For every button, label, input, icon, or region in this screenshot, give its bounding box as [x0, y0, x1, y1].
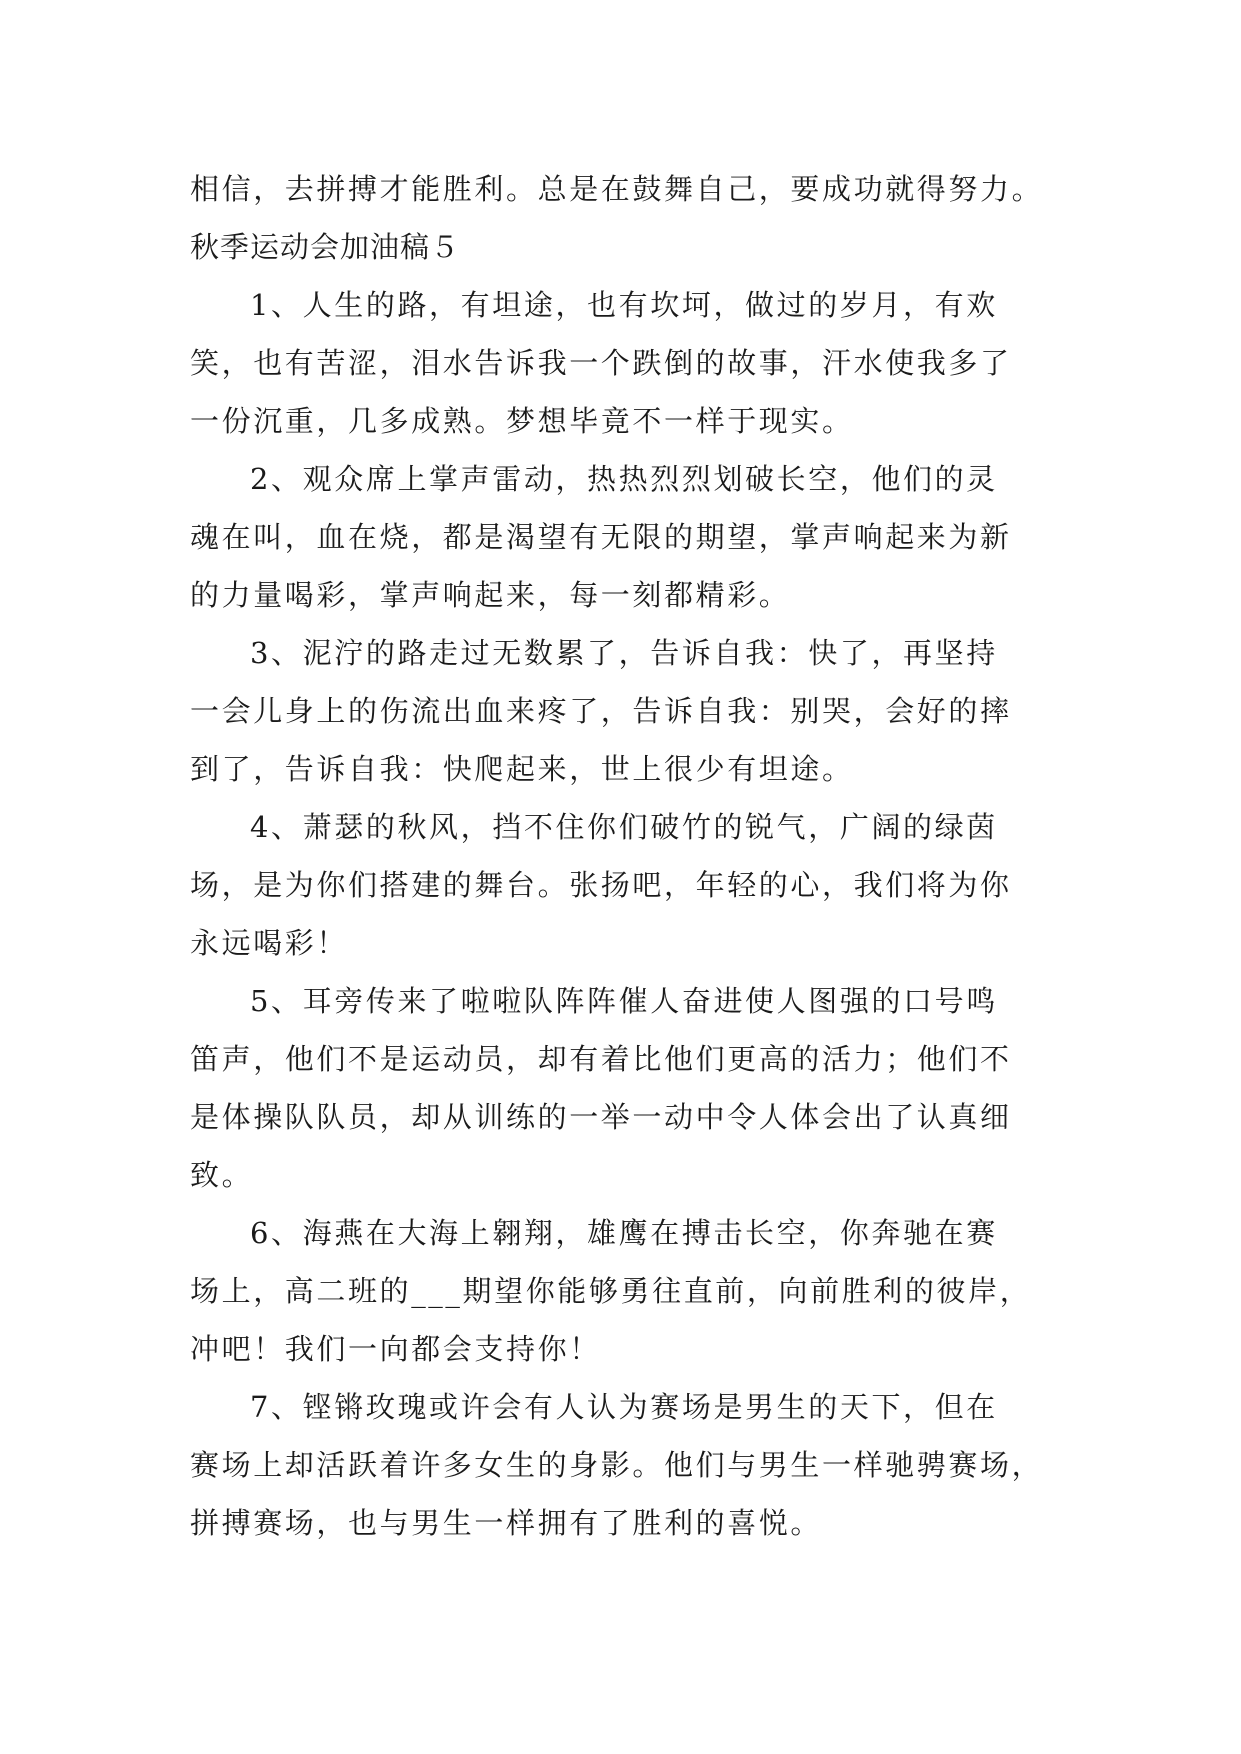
paragraph-line: 5、耳旁传来了啦啦队阵阵催人奋进使人图强的口号鸣 — [250, 984, 998, 1018]
intro-line: 相信，去拼搏才能胜利。总是在鼓舞自己，要成功就得努力。 — [190, 172, 1044, 206]
paragraph-line: 场，是为你们搭建的舞台。张扬吧，年轻的心，我们将为你 — [190, 868, 1012, 902]
paragraph-line: 是体操队队员，却从训练的一举一动中令人体会出了认真细 — [190, 1100, 1012, 1134]
paragraph-line: 7、铿锵玫瑰或许会有人认为赛场是男生的天下，但在 — [250, 1390, 998, 1424]
paragraph-6 — [190, 1204, 1050, 1378]
paragraph-3 — [190, 624, 1050, 798]
section-title: 秋季运动会加油稿５ — [190, 230, 461, 264]
paragraph-line: 6、海燕在大海上翱翔，雄鹰在搏击长空，你奔驰在赛 — [250, 1216, 998, 1250]
paragraph-line: 笑，也有苦涩，泪水告诉我一个跌倒的故事，汗水使我多了 — [190, 346, 1012, 380]
paragraph-line: 冲吧！我们一向都会支持你！ — [190, 1332, 601, 1366]
paragraph-line: 2、观众席上掌声雷动，热热烈烈划破长空，他们的灵 — [250, 462, 998, 496]
paragraph-line: 4、萧瑟的秋风，挡不住你们破竹的锐气，广阔的绿茵 — [250, 810, 998, 844]
paragraph-line: 的力量喝彩，掌声响起来，每一刻都精彩。 — [190, 578, 791, 612]
paragraph-1 — [190, 276, 1050, 450]
paragraph-line: 1、人生的路，有坦途，也有坎坷，做过的岁月，有欢 — [250, 288, 998, 322]
paragraph-line: 一会儿身上的伤流出血来疼了，告诉自我：别哭，会好的摔 — [190, 694, 1012, 728]
paragraph-line: 魂在叫，血在烧，都是渴望有无限的期望，掌声响起来为新 — [190, 520, 1012, 554]
paragraph-line: 一份沉重，几多成熟。梦想毕竟不一样于现实。 — [190, 404, 854, 438]
paragraph-line: 3、泥泞的路走过无数累了，告诉自我：快了，再坚持 — [250, 636, 998, 670]
paragraph-line: 笛声，他们不是运动员，却有着比他们更高的活力；他们不 — [190, 1042, 1012, 1076]
paragraph-7 — [190, 1378, 1050, 1552]
paragraph-4 — [190, 798, 1050, 972]
paragraph-5 — [190, 972, 1050, 1204]
document-body — [190, 160, 1050, 1552]
paragraph-line: 拼搏赛场，也与男生一样拥有了胜利的喜悦。 — [190, 1506, 823, 1540]
paragraph-line: 到了，告诉自我：快爬起来，世上很少有坦途。 — [190, 752, 854, 786]
paragraph-line: 场上，高二班的___期望你能够勇往直前，向前胜利的彼岸， — [190, 1274, 1032, 1308]
paragraph-line: 赛场上却活跃着许多女生的身影。他们与男生一样驰骋赛场， — [190, 1448, 1044, 1482]
paragraph-line: 永远喝彩！ — [190, 926, 349, 960]
paragraph-2 — [190, 450, 1050, 624]
paragraph-line: 致。 — [190, 1158, 254, 1192]
